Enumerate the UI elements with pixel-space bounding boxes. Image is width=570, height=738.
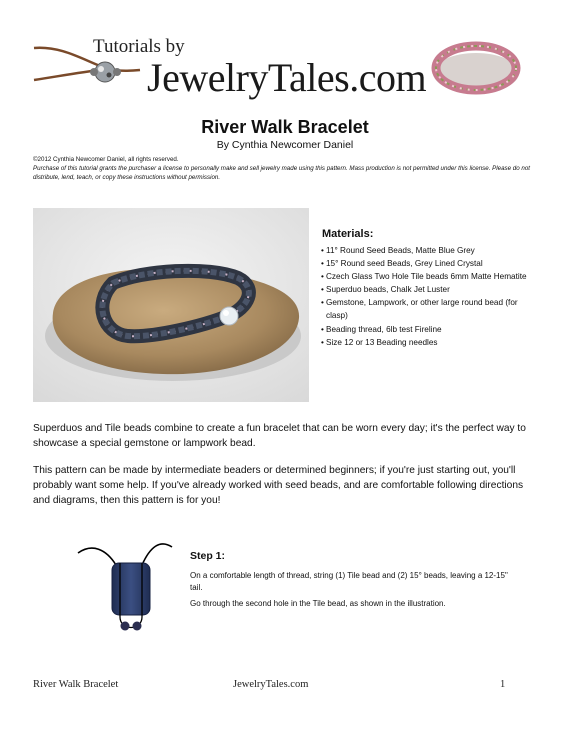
- intro-paragraph-1: Superduos and Tile beads combine to create a fun bracelet that can be worn every day; it's the perfect way to showcase a special gemstone or lampwork bead.: [33, 423, 526, 449]
- bracelet-photo-art: [33, 208, 309, 402]
- byline: By Cynthia Newcomer Daniel: [216, 139, 354, 151]
- list-item: • 15° Round seed Beads, Grey Lined Crystal: [321, 259, 483, 269]
- bracelet-photo: [33, 208, 309, 402]
- page-number: 1: [500, 679, 506, 690]
- document-title: River Walk Bracelet: [201, 117, 369, 137]
- list-item: • 11° Round Seed Beads, Matte Blue Grey: [321, 246, 475, 255]
- right-bracelet-icon: [433, 46, 519, 93]
- materials-heading: Materials:: [322, 228, 374, 240]
- materials-list: [319, 244, 539, 349]
- license-notice: Purchase of this tutorial grants the purchaser a license to personally make and sell jewelry made using this pattern. Mass production is not permitted under this license. Please do not distribute, lend, teach, or copy these instructions without permission.: [33, 165, 530, 181]
- footer-title: River Walk Bracelet: [33, 679, 119, 690]
- list-item: • Size 12 or 13 Beading needles: [321, 337, 438, 347]
- step1-title: Step 1:: [190, 550, 226, 562]
- tutorials-by-label: Tutorials by: [93, 36, 185, 57]
- intro-paragraph-2: This pattern can be made by intermediate beaders or determined beginners; if you're just starting out, you'll probably want some help. If you've already worked with seed beads, and are comfortable following directions and diagrams, then this pattern is for you!: [33, 465, 524, 506]
- copyright-notice: ©2012 Cynthia Newcomer Daniel, all rights reserved.: [33, 156, 179, 163]
- brand-logo-text: JewelryTales.com: [147, 55, 427, 100]
- list-item: • Superduo beads, Chalk Jet Luster: [321, 285, 450, 295]
- tile-bead-diagram-icon: [76, 535, 180, 641]
- step1-text-1: On a comfortable length of thread, string (1) Tile bead and (2) 15° beads, leaving a 12-15" tail.: [190, 571, 508, 592]
- list-item: • Beading thread, 6lb test Fireline: [321, 324, 442, 334]
- list-item: • Czech Glass Two Hole Tile beads 6mm Matte Hematite: [321, 272, 527, 282]
- list-item: • Gemstone, Lampwork, or other large round bead (for clasp): [321, 298, 518, 321]
- step1-text-2: Go through the second hole in the Tile bead, as shown in the illustration.: [190, 599, 446, 608]
- step1-diagram: [76, 535, 180, 641]
- footer-website: JewelryTales.com: [233, 679, 309, 690]
